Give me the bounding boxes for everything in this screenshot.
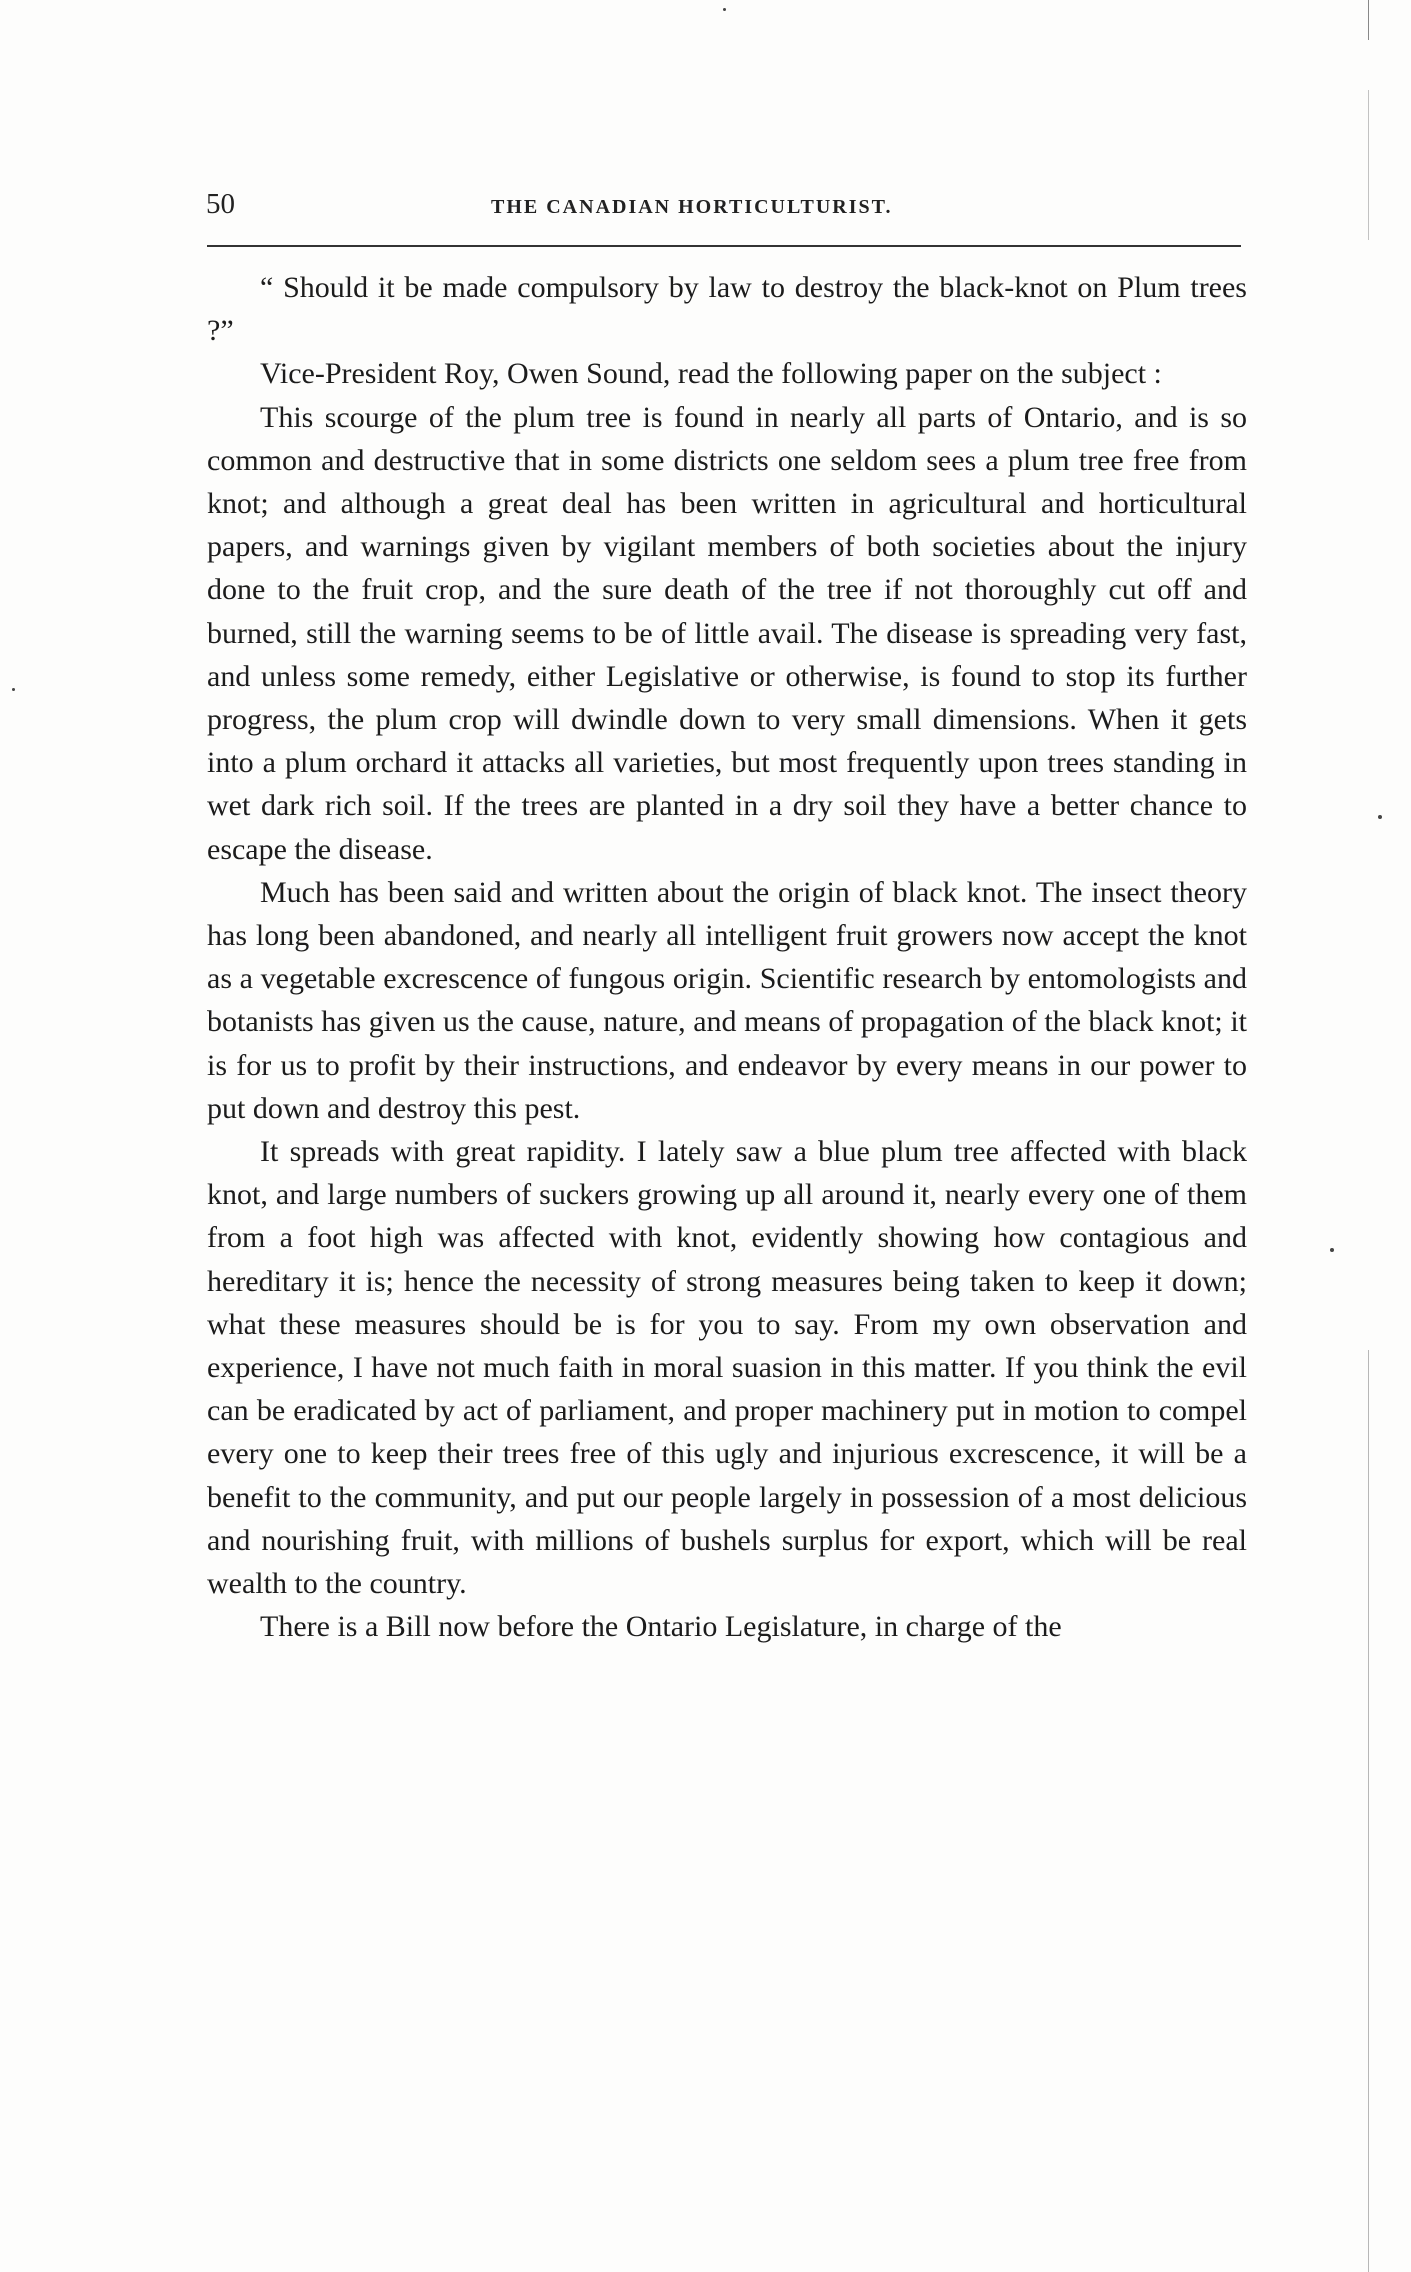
page-header xyxy=(206,188,1240,228)
scan-speck xyxy=(1378,815,1382,819)
page-number: 50 xyxy=(206,188,235,220)
scan-speck xyxy=(12,688,15,691)
scan-edge-line xyxy=(1368,0,1369,40)
paragraph-question: “ Should it be made compulsory by law to destroy the black-knot on Plum trees ?” xyxy=(207,271,1247,348)
running-head: THE CANADIAN HORTICULTURIST. xyxy=(491,196,893,218)
paragraph-origin: Much has been said and written about the origin of black knot. The insect theory has long been abandoned, and nearly all intelligent fruit growers now accept the knot as a vegetable excrescence of fungous origin. Scientific research by entomologists and botanists has given us the cause, nature, and means of propagation of the black knot; it is for us to profit by their instructions, and endeavor by every means in our power to put down and destroy this pest. xyxy=(207,875,1247,1125)
body-text xyxy=(207,266,1247,1649)
header-rule xyxy=(207,245,1241,247)
paragraph-spread: It spreads with great rapidity. I lately saw a blue plum tree affected with black knot, and large numbers of suckers growing up all around it, nearly every one of them from a foot high was affected with knot, evidently showing how contagious and hereditary it is; hence the necessity of strong measures being taken to keep it down; what these measures should be is for you to say. From my own observation and experience, I have not much faith in moral suasion in this matter. If you think the evil can be eradicated by act of parliament, and proper machinery put in motion to compel every one to keep their trees free of this ugly and injurious excrescence, it will be a benefit to the community, and put our people largely in possession of a most delicious and nourishing fruit, with millions of bushels surplus for export, which will be real wealth to the country. xyxy=(207,1135,1247,1601)
paragraph-bill: There is a Bill now before the Ontario Legislature, in charge of the xyxy=(260,1610,1062,1644)
scan-edge-line xyxy=(1368,1350,1369,2272)
paragraph-scourge: This scourge of the plum tree is found in nearly all parts of Ontario, and is so common and destructive that in some districts one seldom sees a plum tree free from knot; and although a great deal has been written in agricultural and horticultural papers, and warnings given by vigilant members of both societies about the injury done to the fruit crop, and the sure death of the tree if not thoroughly cut off and burned, still the warning seems to be of little avail. The disease is spreading very fast, and unless some remedy, either Legislative or otherwise, is found to stop its further progress, the plum crop will dwindle down to very small dimensions. When it gets into a plum orchard it attacks all varieties, but most frequently upon trees standing in wet dark rich soil. If the trees are planted in a dry soil they have a better chance to escape the disease. xyxy=(207,400,1247,866)
paragraph-intro: Vice-President Roy, Owen Sound, read the following paper on the subject : xyxy=(260,357,1162,391)
scan-edge-line xyxy=(1368,90,1369,240)
scan-speck xyxy=(1330,1248,1334,1252)
scan-speck xyxy=(723,8,726,11)
